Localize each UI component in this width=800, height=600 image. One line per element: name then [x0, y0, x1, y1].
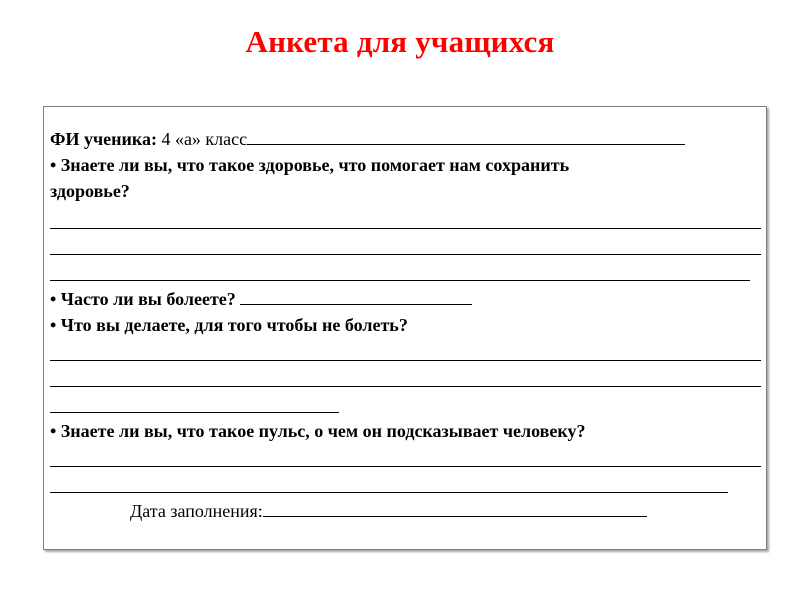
answer-line-prevention-1[interactable] — [50, 360, 761, 361]
answer-line-prevention-3[interactable] — [50, 412, 339, 413]
question-health: • Знаете ли вы, что такое здоровье, что помогает нам сохранить — [50, 155, 570, 175]
class-text: 4 «а» класс — [161, 129, 248, 149]
answer-line-health-1[interactable] — [50, 228, 761, 229]
date-field[interactable] — [263, 501, 647, 517]
date-row — [130, 500, 647, 522]
student-name-label: ФИ ученика: — [50, 129, 157, 149]
answer-line-health-2[interactable] — [50, 254, 761, 255]
question-pulse: • Знаете ли вы, что такое пульс, о чем он подсказывает человеку? — [50, 421, 586, 441]
question-illness-row — [50, 288, 472, 310]
answer-line-pulse-2[interactable] — [50, 492, 728, 493]
answer-field-illness[interactable] — [240, 289, 472, 305]
student-name-row — [50, 128, 685, 150]
student-name-field[interactable] — [247, 129, 685, 145]
question-health-continued: здоровье? — [50, 181, 130, 201]
answer-line-pulse-1[interactable] — [50, 466, 761, 467]
date-label: Дата заполнения: — [130, 501, 263, 521]
page-title: Анкета для учащихся — [245, 24, 555, 59]
question-illness: • Часто ли вы болеете? — [50, 289, 236, 309]
question-prevention: • Что вы делаете, для того чтобы не болеть? — [50, 315, 408, 335]
answer-line-prevention-2[interactable] — [50, 386, 761, 387]
answer-line-health-3[interactable] — [50, 280, 750, 281]
